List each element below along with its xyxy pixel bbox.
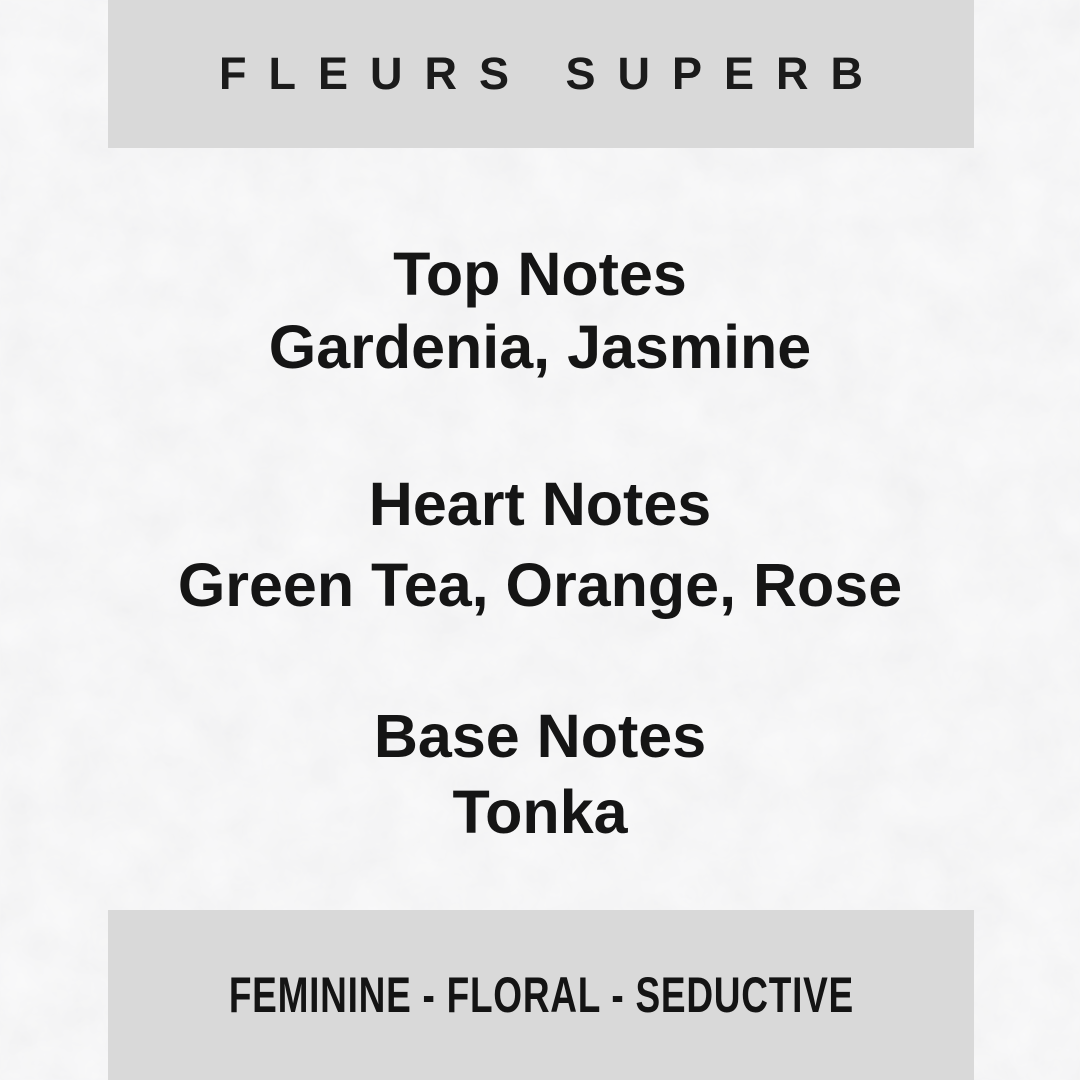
base-notes-list: Tonka [452, 778, 628, 846]
top-notes-list: Gardenia, Jasmine [268, 313, 812, 381]
heart-notes-heading: Heart Notes [368, 470, 712, 538]
heart-notes-list: Green Tea, Orange, Rose [177, 551, 903, 619]
top-notes-heading: Top Notes [393, 240, 687, 308]
bottom-banner [108, 910, 974, 1080]
fragrance-tagline: FEMININE - FLORAL - SEDUCTIVE [228, 967, 854, 1023]
top-banner [108, 0, 974, 148]
brand-title: FLEURS SUPERB [218, 48, 886, 99]
base-notes-heading: Base Notes [373, 702, 707, 770]
